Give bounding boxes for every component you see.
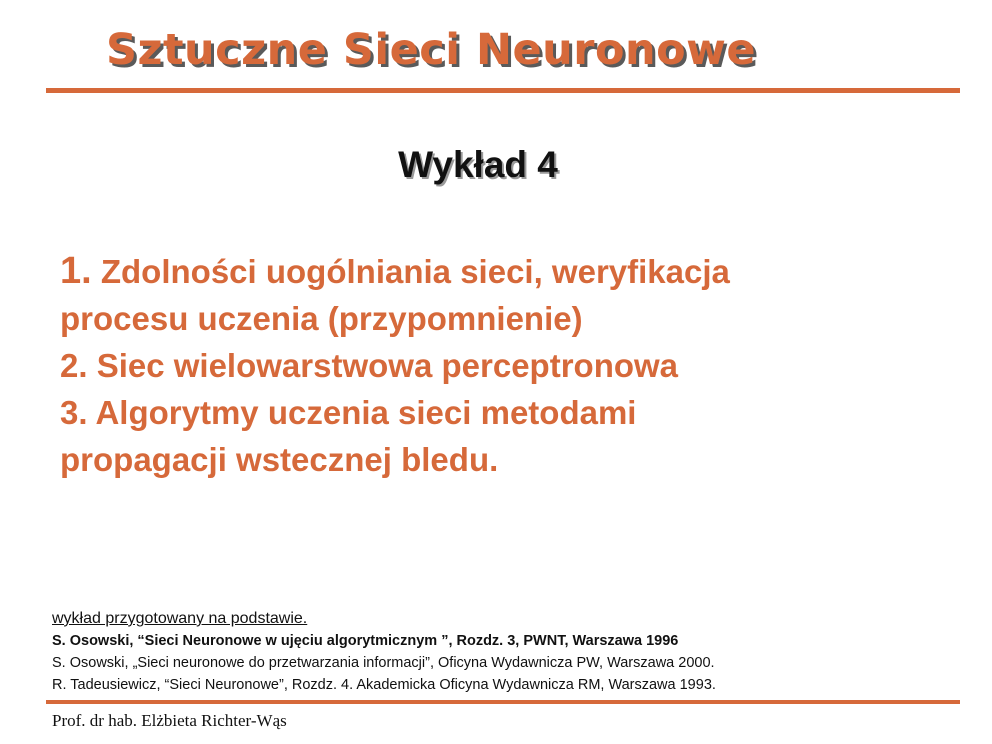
agenda-item-1-number: 1.: [60, 250, 92, 292]
references-intro: wykład przygotowany na podstawie.: [52, 610, 308, 627]
agenda-list: [60, 248, 940, 483]
title-divider: [46, 88, 960, 93]
footer-divider: [46, 700, 960, 704]
agenda-item-1-continuation: procesu uczenia (przypomnienie): [60, 300, 583, 337]
agenda-item-3: 3. Algorytmy uczenia sieci metodami: [60, 394, 637, 431]
references: [52, 608, 952, 696]
reference-item: S. Osowski, “Sieci Neuronowe w ujęciu algorytmicznym ”, Rozdz. 3, PWNT, Warszawa 1996: [52, 633, 679, 649]
reference-item: R. Tadeusiewicz, “Sieci Neuronowe”, Rozdz. 4. Akademicka Oficyna Wydawnicza RM, Warszawa 1993.: [52, 677, 716, 693]
agenda-item-3-continuation: propagacji wstecznej bledu.: [60, 441, 499, 478]
agenda-item-2: 2. Siec wielowarstwowa perceptronowa: [60, 347, 679, 384]
author-footer: Prof. dr hab. Elżbieta Richter-Wąs: [52, 711, 287, 730]
agenda-item-1-text: Zdolności uogólniania sieci, weryfikacja: [91, 253, 730, 290]
agenda-item-1: [60, 248, 940, 295]
reference-item: S. Osowski, „Sieci neuronowe do przetwarzania informacji”, Oficyna Wydawnicza PW, Warszawa 2000.: [52, 655, 715, 671]
lecture-subtitle: Wykład 4: [398, 144, 558, 185]
slide-title: Sztuczne Sieci Neuronowe: [106, 25, 757, 75]
